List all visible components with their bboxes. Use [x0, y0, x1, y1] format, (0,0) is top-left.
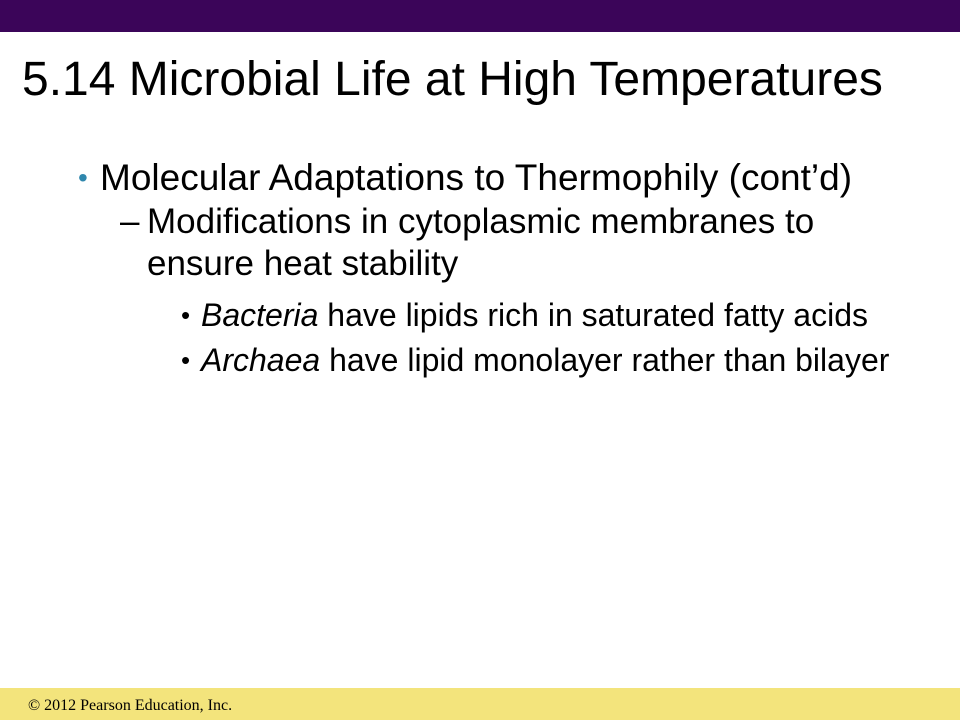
copyright-text: © 2012 Pearson Education, Inc.: [28, 697, 233, 714]
header-bar: [0, 0, 960, 32]
sub-sub-bullet-text: [201, 296, 868, 334]
italic-term: Archaea: [201, 342, 321, 378]
bullet-marker: •: [181, 300, 191, 330]
italic-term: Bacteria: [201, 297, 319, 333]
bullet-marker: •: [78, 162, 88, 193]
slide-title: 5.14 Microbial Life at High Temperatures: [22, 53, 883, 106]
bullet-text: Molecular Adaptations to Thermophily (cont’d): [100, 157, 853, 198]
bullet-marker: •: [181, 345, 191, 375]
footer-bar: [0, 688, 960, 720]
sub-bullet-text: Modifications in cytoplasmic membranes to ensure heat stability: [147, 202, 815, 283]
bullet-text-rest: have lipid monolayer rather than bilayer: [320, 342, 890, 378]
dash-marker: –: [120, 202, 140, 241]
sub-sub-bullet-text: [201, 341, 889, 379]
bullet-text-rest: have lipids rich in saturated fatty acids: [318, 297, 868, 333]
